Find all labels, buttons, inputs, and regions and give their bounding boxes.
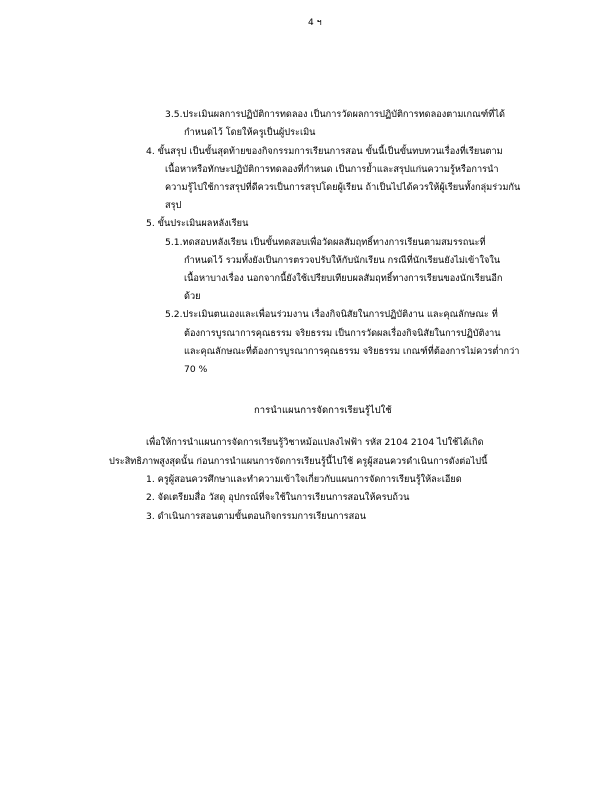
item-4-line: ความรู้ไปใช้การสรุปที่ดีควรเป็นการสรุปโดยผู้เรียน ถ้าเป็นไปได้ควรให้ผู้เรียนทั้งกลุ่มร่วมกัน (165, 182, 521, 193)
section-5-2-line: และคุณลักษณะที่ต้องการบูรณาการคุณธรรม จริยธรรม เกณฑ์ที่ต้องการไม่ควรต่ำกว่า (184, 346, 520, 357)
section-3-5-line: 3.5.ประเมินผลการปฏิบัติการทดลอง เป็นการวัดผลการปฏิบัติการทดลองตามเกณฑ์ที่ได้ (165, 109, 505, 120)
item-4-line: 4. ขั้นสรุป เป็นขั้นสุดท้ายของกิจกรรมการเรียนการสอน ขั้นนี้เป็นขั้นทบทวนเรื่องที่เรียนตาม (146, 146, 503, 157)
section-5-1-line: เนื้อหาบางเรื่อง นอกจากนี้ยังใช้เปรียบเทียบผลสัมฤทธิ์ทางการเรียนของนักเรียนอีก (184, 273, 503, 284)
item-4-line: สรุป (165, 200, 182, 211)
item-4-line: เนื้อหาหรือทักษะปฏิบัติการทดลองที่กำหนด เป็นการย้ำและสรุปแก่นความรู้หรือการนำ (165, 164, 499, 175)
section-5-2-line: 5.2.ประเมินตนเองและเพื่อนร่วมงาน เรื่องกิจนิสัยในการปฏิบัติงาน และคุณลักษณะ ที่ (165, 309, 498, 320)
item-5-heading: 5. ขั้นประเมินผลหลังเรียน (146, 218, 249, 229)
section-5-1-line: กำหนดไว้ รวมทั้งยังเป็นการตรวจปรับให้กับนักเรียน กรณีที่นักเรียนยังไม่เข้าใจใน (184, 255, 501, 266)
section-5-2-line: 70 % (184, 364, 208, 375)
list-item: 2. จัดเตรียมสื่อ วัสดุ อุปกรณ์ที่จะใช้ในการเรียนการสอนให้ครบถ้วน (146, 492, 410, 503)
intro-line: เพื่อให้การนำแผนการจัดการเรียนรู้วิชาหม้อแปลงไฟฟ้า รหัส 2104 2104 ไปใช้ได้เกิด (146, 437, 484, 448)
list-item: 1. ครูผู้สอนควรศึกษาและทำความเข้าใจเกี่ยวกับแผนการจัดการเรียนรู้ให้ละเอียด (146, 474, 462, 485)
list-item: 3. ดำเนินการสอนตามขั้นตอนกิจกรรมการเรียนการสอน (146, 511, 366, 522)
section-title: การนำแผนการจัดการเรียนรู้ไปใช้ (254, 405, 392, 416)
page-header-marker: 4 ฯ (308, 18, 322, 28)
section-5-1-line: 5.1.ทดสอบหลังเรียน เป็นขั้นทดสอบเพื่อวัดผลสัมฤทธิ์ทางการเรียนตามสมรรถนะที่ (165, 237, 486, 248)
section-5-2-line: ต้องการบูรณาการคุณธรรม จริยธรรม เป็นการวัดผลเรื่องกิจนิสัยในการปฏิบัติงาน (184, 328, 501, 339)
section-5-1-line: ด้วย (184, 291, 201, 302)
intro-line: ประสิทธิภาพสูงสุดนั้น ก่อนการนำแผนการจัดการเรียนรู้นี้ไปใช้ ครูผู้สอนควรดำเนินการดังต่อไปนี้ (109, 456, 488, 467)
section-3-5-line: กำหนดไว้ โดยให้ครูเป็นผู้ประเมิน (184, 127, 316, 138)
